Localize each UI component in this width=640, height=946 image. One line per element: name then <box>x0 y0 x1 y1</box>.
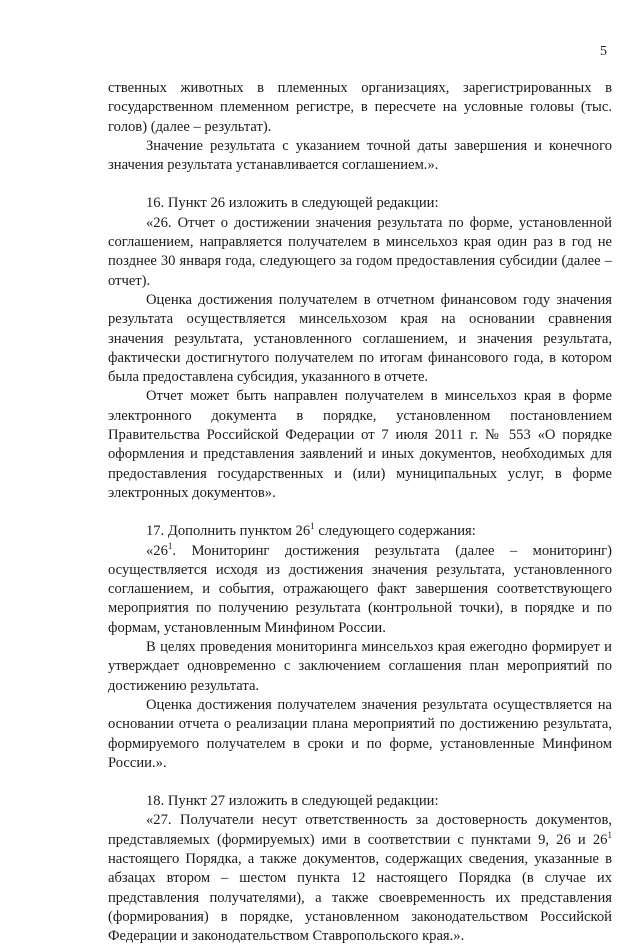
clause-26-1-evaluation: Оценка достижения получателем значения результата осуществляется на основании отчета о реализации плана мероприятий по достижению результата, формируемого получателем в сроки и по форме, установленные Минфином России.». <box>108 696 612 771</box>
clause-26-electronic-report: Отчет может быть направлен получателем в минсельхоз края в форме электронного документа в порядке, установленном постановлением Правительства Российской Федерации от 7 июля 2011 г. № 553 «О порядке оформления и представления заявлений и иных документов, необходимых для предоставления государственных и (или) муниципальных услуг, в форме электронных документов». <box>108 388 612 501</box>
paragraph-result-date: Значение результата с указанием точной даты завершения и конечного значения результата устанавливается соглашением.». <box>108 137 612 174</box>
amendment-17-heading-a: 17. Дополнить пунктом 26 <box>146 523 311 540</box>
page-number: 5 <box>600 44 607 59</box>
clause-26-1-monitoring <box>108 542 612 638</box>
superscript: 1 <box>167 540 173 551</box>
clause-27-a: «27. Получатели несут ответственность за достоверность документов, представляемых (формируемых) ими в соответствии с пунктами 9, 26 и 26 <box>108 812 612 848</box>
amendment-17-heading-b: следующего содержания: <box>314 523 476 540</box>
amendment-17-heading <box>108 522 612 541</box>
paragraph-continuation: ственных животных в племенных организациях, зарегистрированных в государственном племенном регистре, в пересчете на условные головы (тыс. голов) (далее – результат). <box>108 80 612 135</box>
clause-27-text <box>108 811 612 946</box>
clause-26-evaluation: Оценка достижения получателем в отчетном финансовом году значения результата осуществляется минсельхозом края на основании сравнения значения результата, установленного соглашением, и значения результата, фактически достигнутого получателем по итогам финансового года, в котором была предоставлена субсидия, указанного в отчете. <box>108 291 612 386</box>
clause-26-1-plan: В целях проведения мониторинга минсельхоз края ежегодно формирует и утверждает одновременно с заключением соглашения план мероприятий по достижению результата. <box>108 639 612 694</box>
clause-26-text: «26. Отчет о достижении значения результата по форме, установленной соглашением, направляется получателем в минсельхоз края один раз в год не позднее 30 января года, следующего за годом предоставления субсидии (далее – отчет). <box>108 214 612 289</box>
clause-27-b: настоящего Порядка, а также документов, содержащих сведения, указанные в абзацах втором – шестом пункта 12 настоящего Порядка (в случае их представления получателями), а также своевременность их представления (формирования) в порядке, установленном законодательством Российской Федерации и законодательством Ставропольского края.». <box>108 850 612 945</box>
amendment-18-heading: 18. Пункт 27 изложить в следующей редакции: <box>146 793 439 810</box>
superscript: 1 <box>310 521 315 532</box>
clause-26-1-a: «26 <box>146 542 168 559</box>
clause-26-1-b: . Мониторинг достижения результата (далее – мониторинг) осуществляется исходя из достижения значения результата, установленного соглашением, и события, отражающего факт завершения соответствующего мероприятия по получению результата (контрольной точки), в порядке и по формам, установленным Минфином России. <box>108 542 612 636</box>
document-body <box>108 79 612 946</box>
amendment-16-heading: 16. Пункт 26 изложить в следующей редакции: <box>146 195 439 212</box>
superscript: 1 <box>607 829 612 840</box>
